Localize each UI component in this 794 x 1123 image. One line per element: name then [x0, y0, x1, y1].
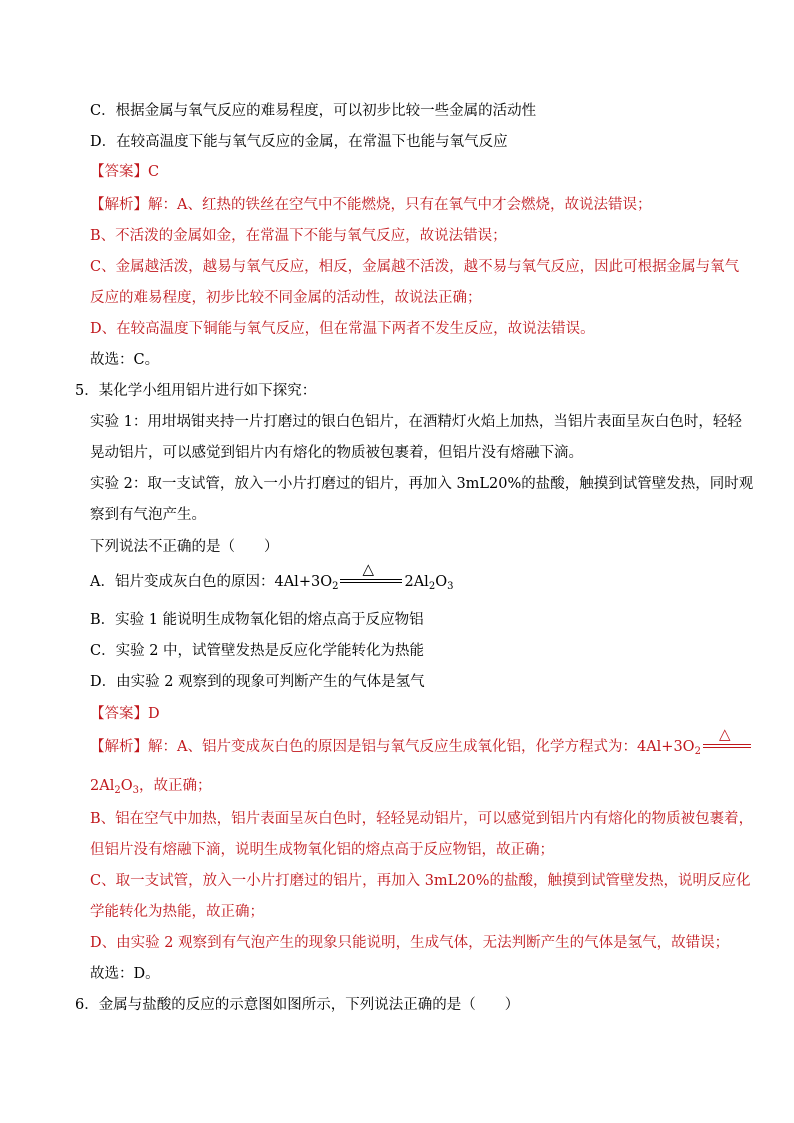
reaction-arrow [703, 725, 751, 753]
q4-option-c: C．根据金属与氧气反应的难易程度，可以初步比较一些金属的活动性 [90, 103, 537, 119]
q5-question: 下列说法不正确的是（ ） [90, 539, 279, 555]
q4-analysis-line: 反应的难易程度，初步比较不同金属的活动性，故说法正确； [90, 290, 482, 306]
q5-exp1-line: 实验 1：用坩埚钳夹持一片打磨过的银白色铝片，在酒精灯火焰上加热，当铝片表面呈灰白色时，轻轻 [90, 414, 742, 430]
answer-value: C [148, 164, 160, 180]
q5-analysis-line: 学能转化为热能，故正确； [90, 904, 264, 920]
q5-analysis-line: $2Al_2O_3$，故正确； [90, 778, 212, 796]
chemical-equation: $4Al+3O_2$ △ $2Al_2O_3$ [274, 560, 454, 592]
q4-answer [90, 162, 159, 182]
q6-stem: 6．金属与盐酸的反应的示意图如图所示，下列说法正确的是（ ） [75, 997, 520, 1013]
answer-value: D [148, 706, 160, 722]
q5-option-d: D．由实验 2 观察到的现象可判断产生的气体是氢气 [90, 674, 425, 690]
q4-analysis-line: D、在较高温度下铜能与氧气反应，但在常温下两者不发生反应，故说法错误。 [90, 321, 595, 337]
q5-answer [90, 704, 160, 724]
q5-option-b: B．实验 1 能说明生成物氧化铝的熔点高于反应物铝 [90, 612, 424, 628]
chemical-equation: $4Al+3O_2$ △ [637, 739, 753, 755]
q4-conclusion: 故选：C。 [90, 352, 160, 368]
reaction-arrow [340, 560, 402, 588]
q5-analysis-line: B、铝在空气中加热，铝片表面呈灰白色时，轻轻晃动铝片，可以感觉到铝片内有熔化的物质被包裹着， [90, 811, 754, 827]
q4-analysis-line: B、不活泼的金属如金，在常温下不能与氧气反应，故说法错误； [90, 228, 507, 244]
q5-option-c: C．实验 2 中，试管壁发热是反应化学能转化为热能 [90, 643, 425, 659]
q5-stem: 5．某化学小组用铝片进行如下探究： [75, 383, 317, 399]
q5-analysis-line: 【解析】解：A、铝片变成灰白色的原因是铝与氧气反应生成氧化铝，化学方程式为：$4Al+3O_2$ △ [90, 737, 753, 757]
q5-conclusion: 故选：D。 [90, 966, 160, 982]
q5-option-a: A．铝片变成灰白色的原因：$4Al+3O_2$ △ $2Al_2O_3$ [90, 560, 454, 592]
analysis-label: 【解析】 [90, 197, 148, 213]
q5-analysis-line: 但铝片没有熔融下滴，说明生成物氧化铝的熔点高于反应物铝，故正确； [90, 842, 554, 858]
q4-option-d: D．在较高温度下能与氧气反应的金属，在常温下也能与氧气反应 [90, 134, 508, 150]
analysis-label: 【解析】 [90, 739, 148, 755]
answer-label: 【答案】 [90, 164, 148, 180]
q5-exp2-line: 实验 2：取一支试管，放入一小片打磨过的铝片，再加入 3mL20%的盐酸，触摸到试管壁发热，同时观 [90, 476, 754, 492]
q5-analysis-line: C、取一支试管，放入一小片打磨过的铝片，再加入 3mL20%的盐酸，触摸到试管壁发热，说明反应化 [90, 873, 751, 889]
heat-triangle-icon: △ [718, 725, 731, 743]
q4-analysis-line: C、金属越活泼，越易与氧气反应，相反，金属越不活泼，越不易与氧气反应，因此可根据金属与氧气 [90, 259, 740, 275]
answer-label: 【答案】 [90, 706, 148, 722]
q4-analysis-line: 【解析】解：A、红热的铁丝在空气中不能燃烧，只有在氧气中才会燃烧，故说法错误； [90, 197, 652, 213]
q5-exp1-line: 晃动铝片，可以感觉到铝片内有熔化的物质被包裹着，但铝片没有熔融下滴。 [90, 445, 583, 461]
heat-triangle-icon: △ [362, 560, 375, 578]
q5-exp2-line: 察到有气泡产生。 [90, 507, 206, 523]
q5-analysis-line: D、由实验 2 观察到有气泡产生的现象只能说明，生成气体，无法判断产生的气体是氢气，故错误； [90, 935, 730, 951]
